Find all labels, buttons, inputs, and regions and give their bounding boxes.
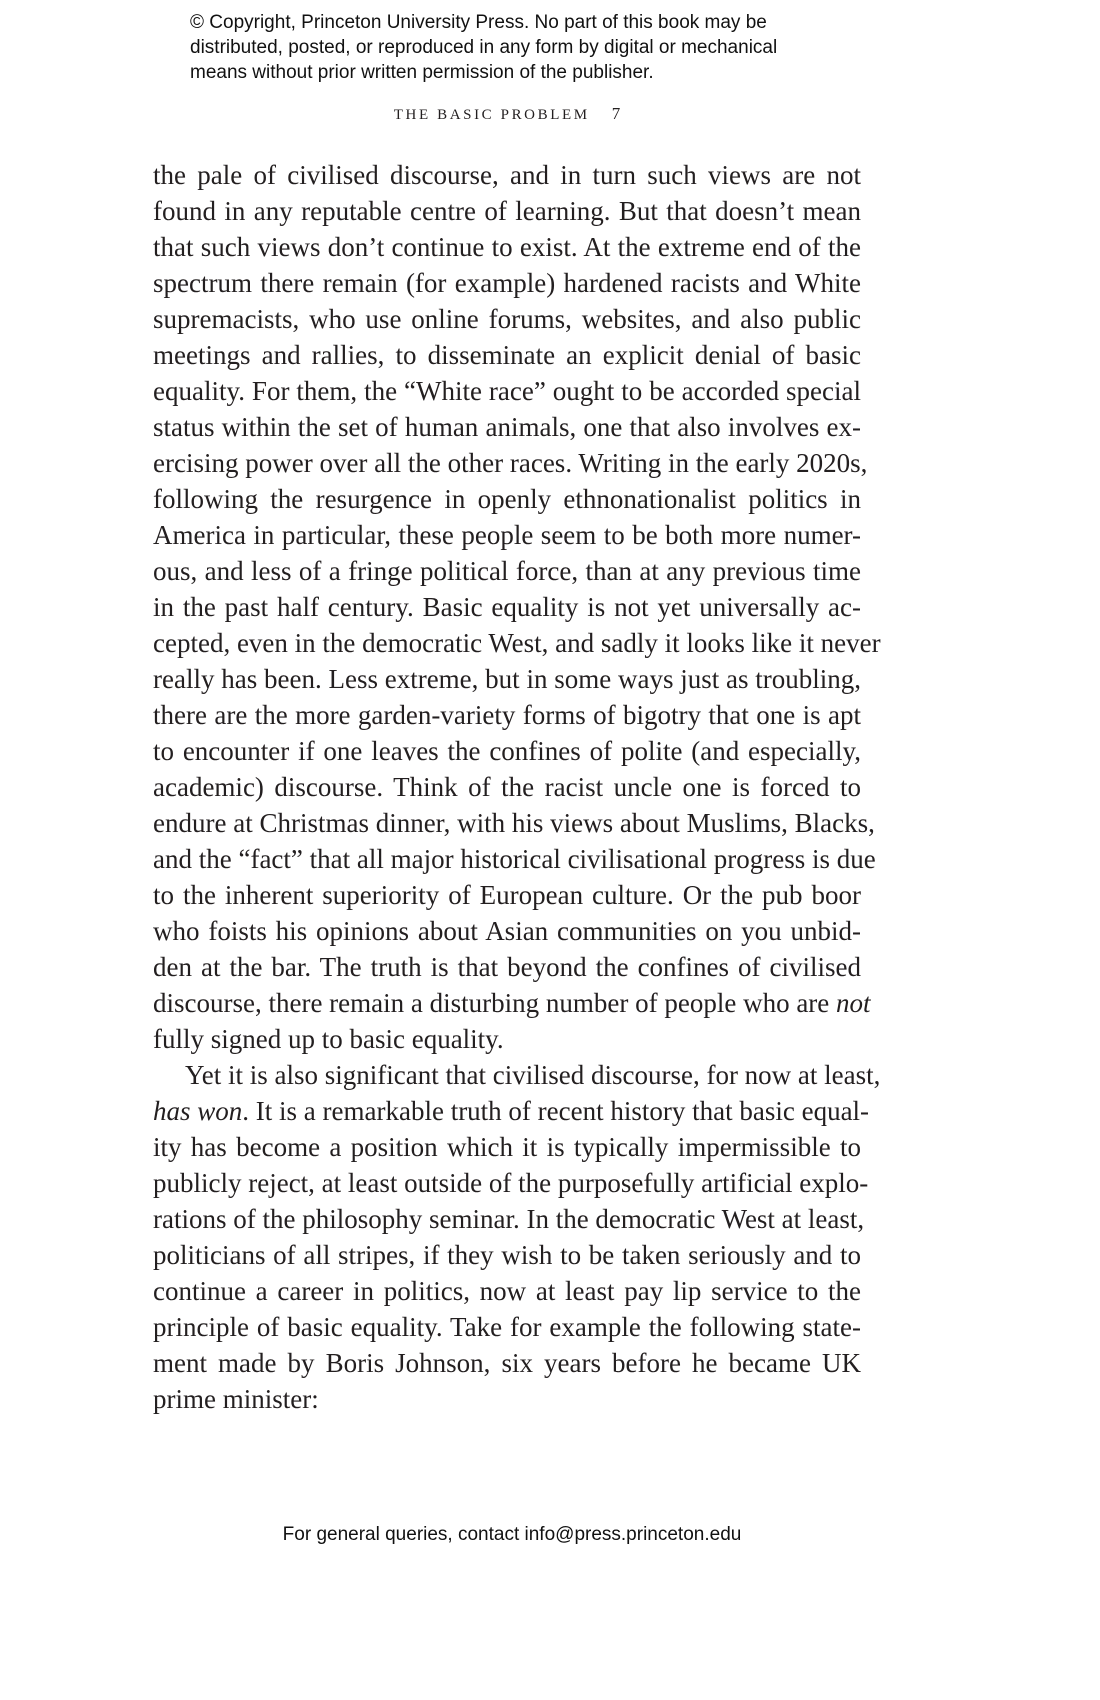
text-line: found in any reputable centre of learning. But that doesn’t mean — [153, 196, 861, 226]
text-line: rations of the philosophy seminar. In the democratic West at least, — [153, 1204, 865, 1234]
text-line: in the past half century. Basic equality is not yet universally ac- — [153, 592, 861, 622]
text-line: ous, and less of a fringe political force, than at any previous time — [153, 556, 861, 586]
text-line: America in particular, these people seem to be both more numer- — [153, 520, 861, 550]
copyright-notice — [190, 10, 890, 85]
copyright-line: means without prior written permission of the publisher. — [190, 62, 654, 83]
italic-emphasis: not — [836, 988, 871, 1018]
text-line: to the inherent superiority of European culture. Or the pub boor — [153, 880, 861, 910]
text-line: ercising power over all the other races. Writing in the early 2020s, — [153, 448, 868, 478]
running-head — [0, 104, 1014, 124]
italic-emphasis: has won — [153, 1096, 243, 1126]
text-line: Yet it is also significant that civilised discourse, for now at least, — [185, 1060, 881, 1090]
text-line: continue a career in politics, now at least pay lip service to the — [153, 1276, 861, 1306]
text-run: discourse, there remain a disturbing number of people who are — [153, 988, 837, 1018]
text-line: publicly reject, at least outside of the purposefully artificial explo- — [153, 1168, 869, 1198]
text-line: den at the bar. The truth is that beyond the confines of civilised — [153, 952, 861, 982]
page-number: 7 — [611, 104, 621, 123]
text-line — [153, 1093, 870, 1129]
paragraph — [153, 157, 881, 1057]
text-line: equality. For them, the “White race” ought to be accorded special — [153, 376, 861, 406]
text-line: to encounter if one leaves the confines of polite (and especially, — [153, 736, 861, 766]
text-line — [153, 985, 871, 1021]
text-line: academic) discourse. Think of the racist uncle one is forced to — [153, 772, 861, 802]
text-line: who foists his opinions about Asian communities on you unbid- — [153, 916, 861, 946]
text-line: supremacists, who use online forums, websites, and also public — [153, 304, 861, 334]
text-line: that such views don’t continue to exist. At the extreme end of the — [153, 232, 861, 262]
text-line: and the “fact” that all major historical civilisational progress is due — [153, 844, 876, 874]
paragraph — [153, 1057, 881, 1417]
footer-contact: For general queries, contact info@press.princeton.edu — [282, 1524, 742, 1545]
text-line: ity has become a position which it is typically impermissible to — [153, 1132, 861, 1162]
text-line: meetings and rallies, to disseminate an explicit denial of basic — [153, 340, 861, 370]
text-line: following the resurgence in openly ethnonationalist politics in — [153, 484, 861, 514]
text-line: spectrum there remain (for example) hardened racists and White — [153, 268, 861, 298]
text-line: prime minister: — [153, 1384, 319, 1414]
text-line: fully signed up to basic equality. — [153, 1024, 504, 1054]
text-line: politicians of all stripes, if they wish to be taken seriously and to — [153, 1240, 861, 1270]
text-line: the pale of civilised discourse, and in turn such views are not — [153, 160, 861, 190]
text-line: ment made by Boris Johnson, six years before he became UK — [153, 1348, 861, 1378]
copyright-line: distributed, posted, or reproduced in any form by digital or mechanical — [190, 37, 778, 58]
text-line: cepted, even in the democratic West, and sadly it looks like it never — [153, 628, 881, 658]
text-line: status within the set of human animals, one that also involves ex- — [153, 412, 861, 442]
text-line: really has been. Less extreme, but in some ways just as troubling, — [153, 664, 861, 694]
body-text — [153, 157, 881, 1417]
text-run: . It is a remarkable truth of recent history that basic equal- — [242, 1096, 870, 1126]
text-line: principle of basic equality. Take for example the following state- — [153, 1312, 861, 1342]
copyright-line: © Copyright, Princeton University Press. No part of this book may be — [190, 12, 767, 33]
chapter-title: THE BASIC PROBLEM — [393, 107, 590, 123]
text-line: there are the more garden-variety forms of bigotry that one is apt — [153, 700, 861, 730]
text-line: endure at Christmas dinner, with his views about Muslims, Blacks, — [153, 808, 875, 838]
